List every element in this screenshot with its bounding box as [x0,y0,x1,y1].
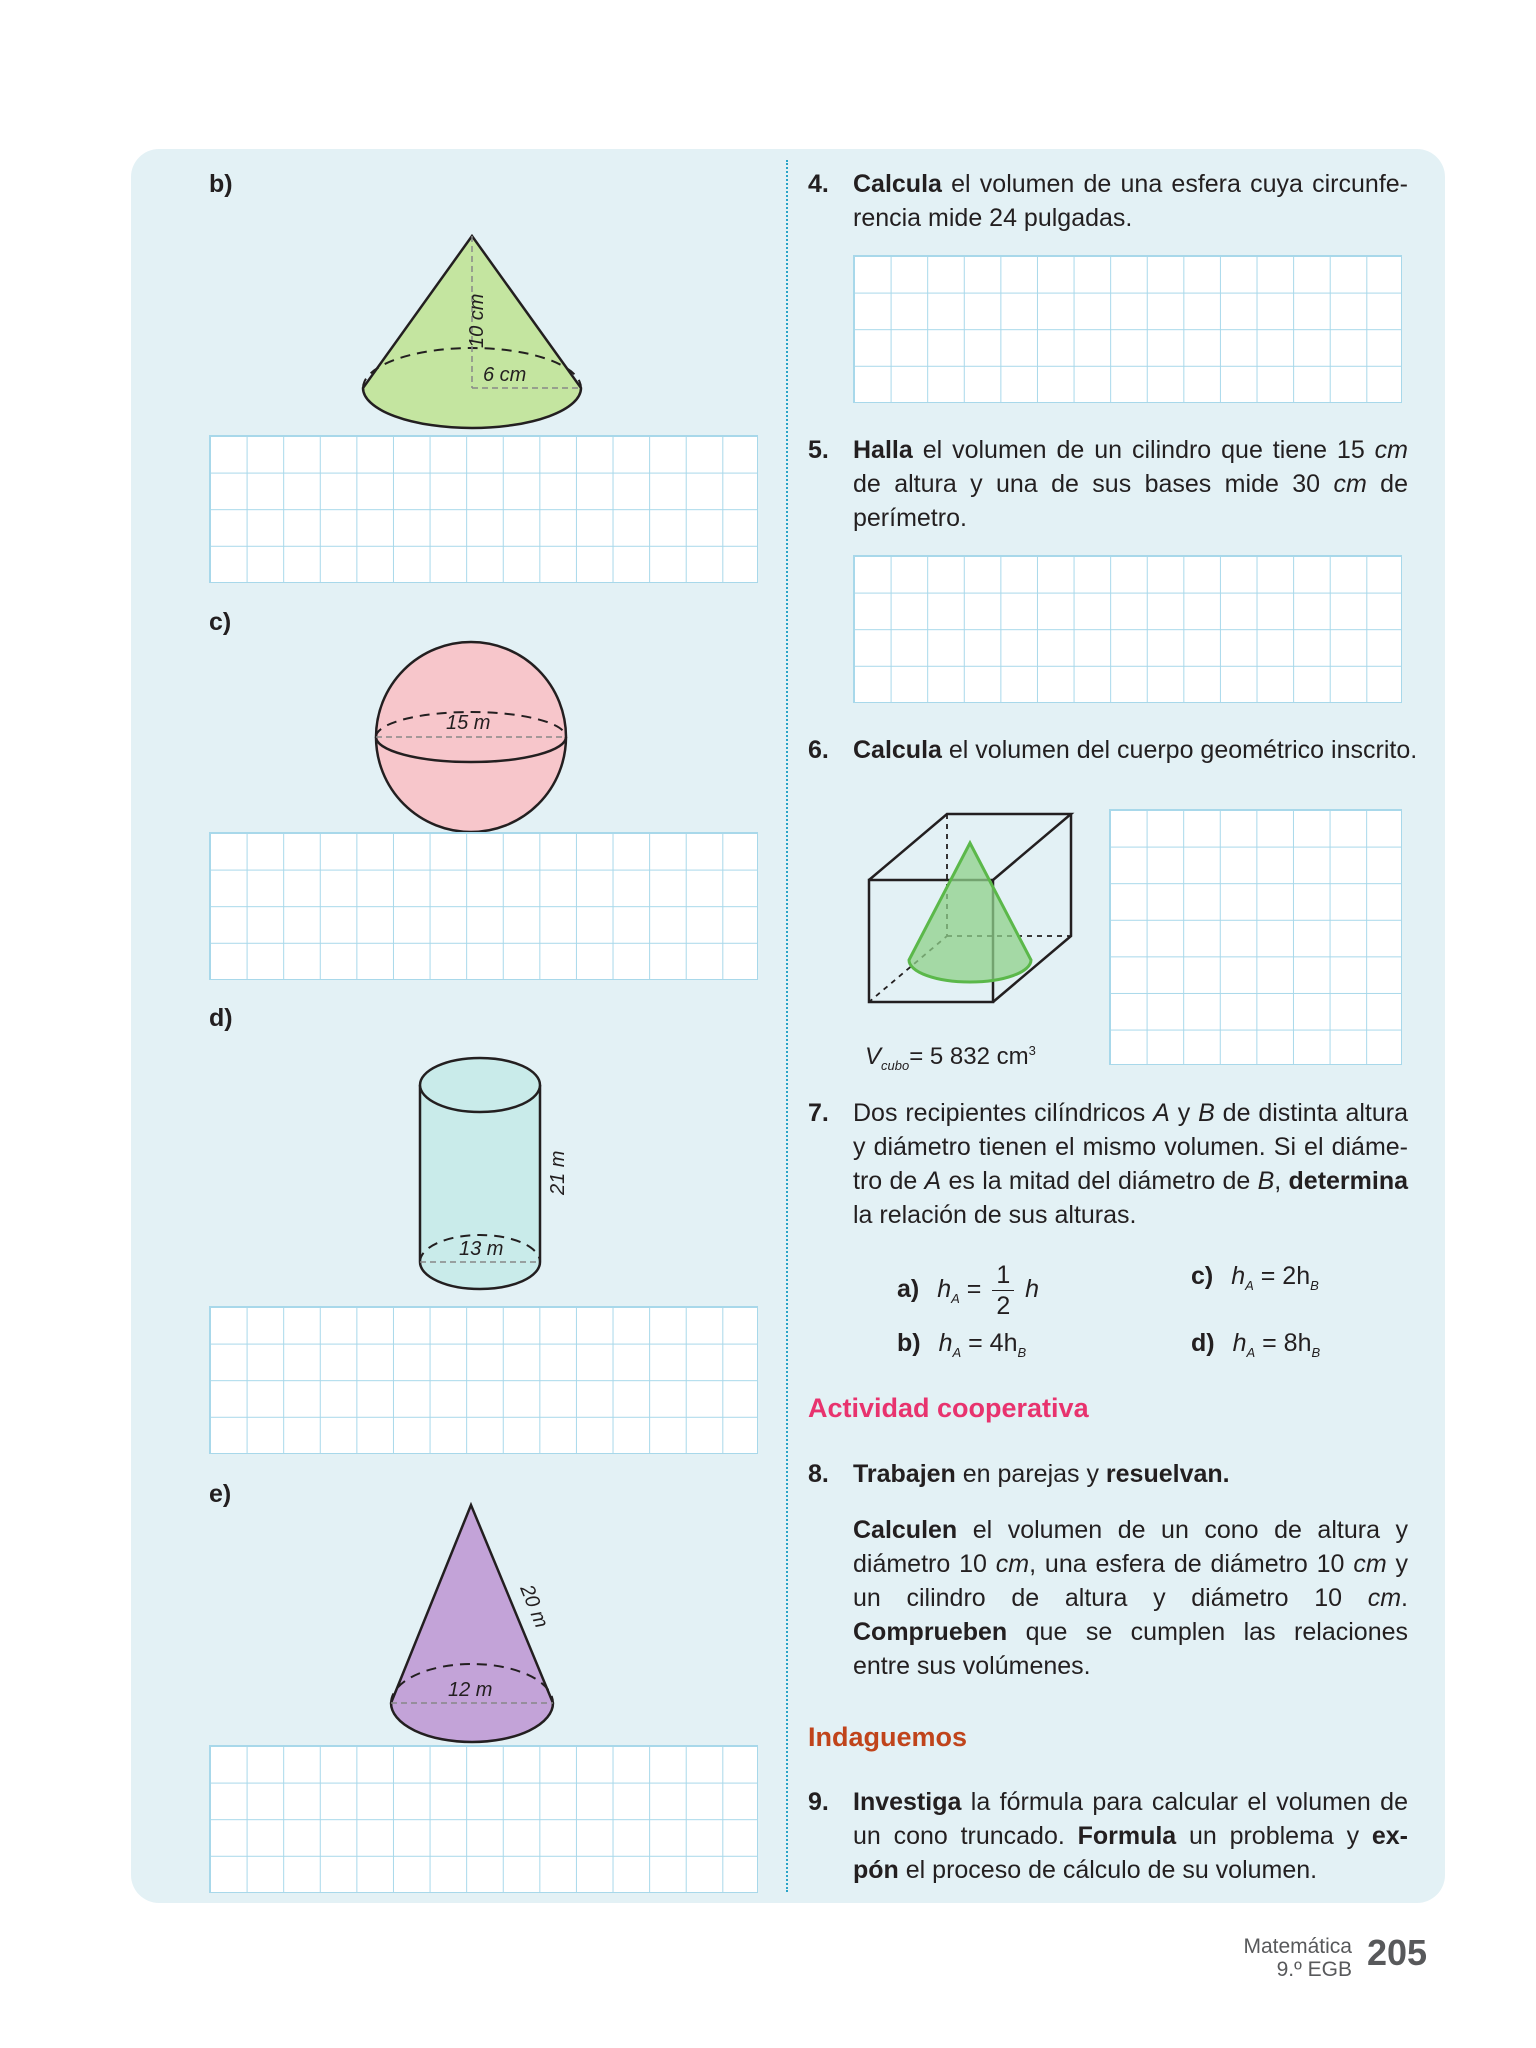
column-divider [786,160,788,1892]
blue-cylinder-figure [415,1050,569,1300]
option-7a[interactable]: a) $h_A$ = $\frac{1}{2}$ h [897,1261,1040,1320]
exercise-5-number: 5. [808,436,829,464]
answer-grid-5[interactable] [853,555,1402,703]
sphere-diameter: 15 m [446,712,491,734]
exercise-7-text: Dos recipientes cilíndricos A y B de distinta altura y diámetro tienen el mismo volumen. Si el diáme-tro de A es la mitad del diámetro de B, determina la relación de sus alturas. [853,1099,1408,1229]
cylinder-diameter: 13 m [459,1238,504,1260]
cube-volume-label: $V_{cubo}= 5$ 832 $cm^3$ [865,1043,1036,1073]
footer-subject: Matemática [1243,1935,1352,1958]
exercise-4-number: 4. [808,170,829,198]
cylinder-height: 21 m [547,1150,569,1195]
answer-grid-4[interactable] [853,255,1402,403]
option-7d[interactable]: d) $h_A = 8h_B$ [1191,1329,1321,1360]
cone-e-diameter: 12 m [448,1679,493,1701]
exercise-6-text: Calcula el volumen del cuerpo geométrico inscrito. [853,736,1418,764]
exercise-9-text: Investiga la fórmula para calcular el volumen de un cono truncado. Formula un problema y ex-pón el proceso de cálculo de su volumen. [853,1788,1408,1884]
exercise-8-number: 8. [808,1460,829,1488]
answer-grid-b[interactable] [209,435,758,583]
cube-with-cone-figure [865,810,1075,1010]
footer-grade: 9.º EGB [1276,1958,1352,1981]
purple-cone-figure [385,1500,565,1760]
option-7c[interactable]: c) $h_A = 2h_B$ [1191,1262,1319,1293]
exercise-8-instruction: Trabajen en parejas y resuelvan. [853,1460,1230,1488]
item-c-label: c) [209,608,232,636]
exercise-8-text: Calculen el volumen de un cono de altura y diámetro 10 cm, una esfera de diámetro 10 cm y un cilindro de altura y diámetro 10 cm. Comprueben que se cumplen las relaciones entre sus volúmenes. [853,1516,1408,1680]
option-7b[interactable]: b) $h_A = 4h_B$ [897,1329,1027,1360]
answer-grid-d[interactable] [209,1306,758,1454]
green-cone-figure [355,228,595,438]
exercise-4-text: Calcula el volumen de una esfera cuya circunfe-rencia mide 24 pulgadas. [853,170,1408,232]
answer-grid-e[interactable] [209,1745,758,1893]
pink-sphere-figure [374,640,574,840]
item-b-label: b) [209,170,233,198]
exercise-9-number: 9. [808,1788,829,1816]
item-e-label: e) [209,1480,232,1508]
exercise-6-number: 6. [808,736,829,764]
answer-grid-6[interactable] [1109,809,1402,1065]
cooperative-activity-title: Actividad cooperativa [808,1393,1089,1423]
exercise-5-text: Halla el volumen de un cilindro que tiene 15 cm de altura y una de sus bases mide 30 cm de perímetro. [853,436,1408,532]
item-d-label: d) [209,1004,233,1032]
cone-b-height: 10 cm [466,293,488,348]
cone-e-slant: 20 m [515,1581,553,1632]
exercise-7-number: 7. [808,1099,829,1127]
page-number: 205 [1367,1932,1428,1973]
cone-b-radius: 6 cm [483,364,527,386]
answer-grid-c[interactable] [209,832,758,980]
indaguemos-title: Indaguemos [808,1722,968,1752]
